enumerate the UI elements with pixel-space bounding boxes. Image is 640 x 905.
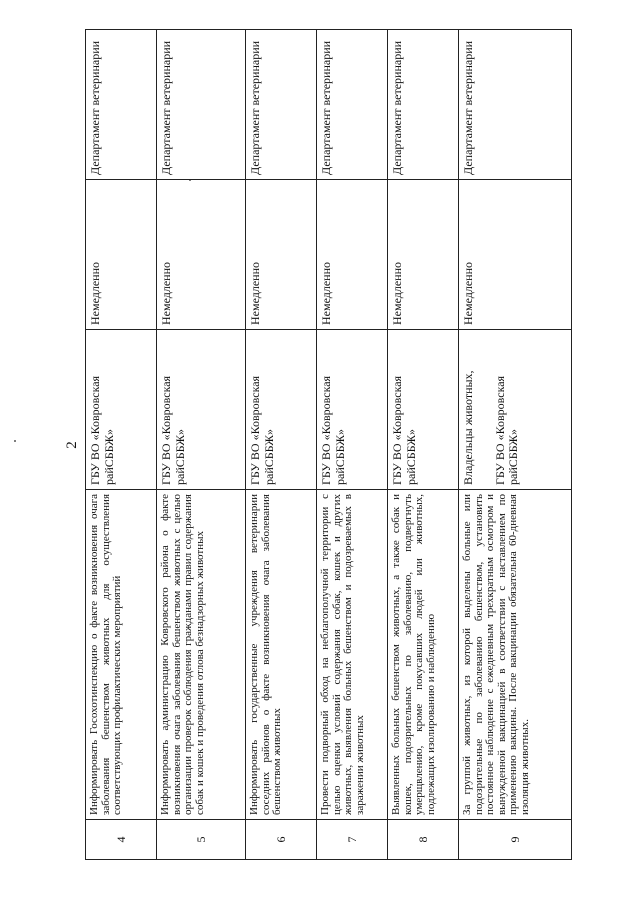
term-cell: Немедленно [459, 180, 572, 330]
action-cell: Провести подворный обход на неблагополучной территории с целью оценки условий содержания собак, кошек и других животных, выявления больных бешенством и подозреваемых в заражении животных [317, 490, 388, 820]
executor-text: ГБУ ВО «Ковровская райСББЖ» [492, 375, 520, 485]
row-number: 4 [86, 820, 157, 860]
executor-text: ГБУ ВО «Ковровская райСББЖ» [159, 375, 187, 485]
executor-cell [317, 330, 388, 490]
responsible-cell: Департамент ветеринарии [388, 30, 459, 180]
row-number: 9 [459, 820, 572, 860]
table-row [388, 30, 459, 860]
table-row [459, 30, 572, 860]
executor-text: ГБУ ВО «Ковровская райСББЖ» [248, 375, 276, 485]
rotated-page [63, 30, 583, 860]
executor-text: ГБУ ВО «Ковровская райСББЖ» [319, 375, 347, 485]
term-cell: Немедленно [157, 180, 246, 330]
action-cell: За группой животных, из которой выделены больные или подозрительные по заболеванию бешенством, установить постоянное наблюдение с ежедневным трехкратным осмотром и вынужденной вакцинацией в соответствии с наставлением по применению вакцины. После вакцинации обязательна 60-дневная изоляция животных. [459, 490, 572, 820]
executor-text: ГБУ ВО «Ковровская райСББЖ» [390, 375, 418, 485]
action-cell: Выявленных больных бешенством животных, а также собак и кошек, подозрительных по заболеванию, подвергнуть умерщвлению, кроме покусавших людей или животных, подлежащих изолированию и наблюдению [388, 490, 459, 820]
responsible-cell: Департамент ветеринарии [246, 30, 317, 180]
scan-speck [14, 440, 16, 442]
action-cell: Информировать государственные учреждения ветеринарии соседних районов о факте возникновения очага заболевания бешенством животных [246, 490, 317, 820]
row-number: 8 [388, 820, 459, 860]
row-number: 5 [157, 820, 246, 860]
term-cell: Немедленно [246, 180, 317, 330]
executor-cell [388, 330, 459, 490]
table-row [157, 30, 246, 860]
page-number: 2 [64, 441, 80, 449]
executor-cell [246, 330, 317, 490]
responsible-cell: Департамент ветеринарии [86, 30, 157, 180]
executor-cell [459, 330, 572, 490]
table-row [246, 30, 317, 860]
executor-text: ГБУ ВО «Ковровская райСББЖ» [88, 375, 116, 485]
executor-cell [86, 330, 157, 490]
row-number: 6 [246, 820, 317, 860]
measures-table [85, 29, 572, 860]
executor-cell [157, 330, 246, 490]
action-cell: Информировать Госохотинспекцию о факте возникновения очага заболевания бешенством животных для осуществления соответствующих профилактических мероприятий [86, 490, 157, 820]
executor-extra-text: Владельцы животных, [461, 370, 475, 485]
term-cell: Немедленно [317, 180, 388, 330]
action-cell: Информировать администрацию Ковровского района о факте возникновения очага заболевания бешенством животных с целью организации проверок соблюдения гражданами правил содержания собак и кошек и проведения отлова безнадзорных животных [157, 490, 246, 820]
term-cell: Немедленно [388, 180, 459, 330]
responsible-cell: Департамент ветеринарии [317, 30, 388, 180]
row-number: 7 [317, 820, 388, 860]
responsible-cell: Департамент ветеринарии [459, 30, 572, 180]
responsible-cell: Департамент ветеринарии [157, 30, 246, 180]
table-row [86, 30, 157, 860]
term-cell: Немедленно [86, 180, 157, 330]
table-row [317, 30, 388, 860]
